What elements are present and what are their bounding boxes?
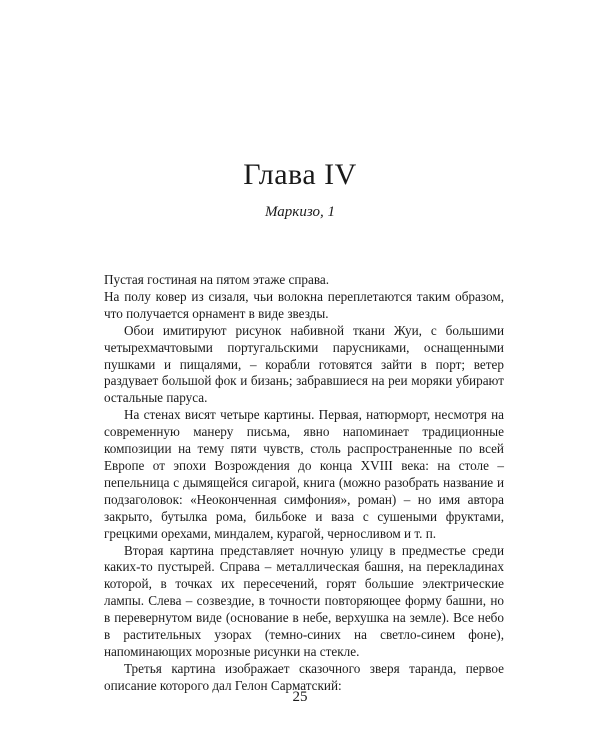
chapter-subtitle: Маркизо, 1 (265, 204, 335, 220)
paragraph: Пустая гостиная на пятом этаже справа. (104, 272, 330, 287)
chapter-title: Глава IV (243, 158, 357, 191)
paragraph: На стенах висят четыре картины. Первая, натюрморт, несмотря на современную манеру письма, явно напоминает традиционные композиции на тему пяти чувств, столь распространенные по всей Европе от эпохи Возрождения до конца XVIII века: на столе – пепельница с дымящейся сигарой, книга (можно разобрать название и подзаголовок: «Неоконченная симфония», роман) – но имя автора закрыто, бутылка рома, бильбоке и ваза с сушеными фруктами, грецкими орехами, миндалем, курагой, черносливом и т. п. (104, 407, 504, 541)
page-number: 25 (292, 689, 308, 705)
body-text (104, 272, 504, 695)
paragraph: Третья картина изображает сказочного зверя таранда, первое описание которого дал Гелон Сарматский: (104, 660, 504, 693)
paragraph: Обои имитируют рисунок набивной ткани Жуи, с большими четырехмачтовыми португальскими парусниками, оснащенными пушками и пищалями, – корабли готовятся зайти в порт; ветер раздувает большой фок и бизань; забравшиеся на реи моряки убирают остальные паруса. (104, 322, 504, 406)
paragraph: На полу ковер из сизаля, чьи волокна переплетаются таким образом, что получается орнамент в виде звезды. (104, 288, 504, 321)
paragraph: Вторая картина представляет ночную улицу в предместье среди каких-то пустырей. Справа – металлическая башня, на перекладинах которой, в точках их пересечений, горят большие электрические лампы. Слева – созвездие, в точности повторяющее форму башни, но в перевернутом виде (основание в небе, верхушка на земле). Все небо в растительных узорах (темно-синих на светло-синем фоне), напоминающих морозные рисунки на стекле. (104, 542, 504, 659)
